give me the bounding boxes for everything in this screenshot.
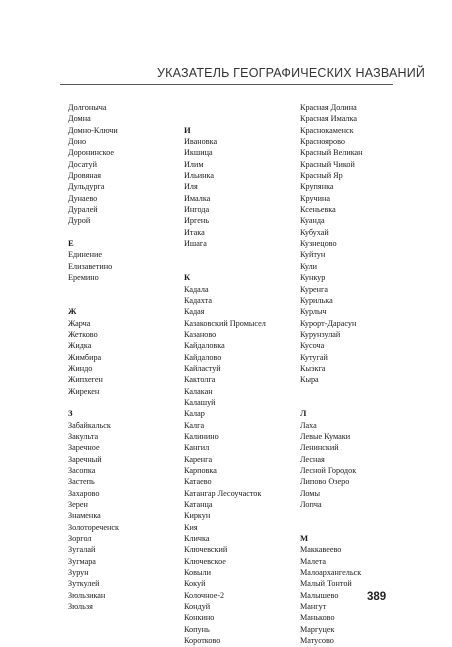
index-entry: Кусоча	[300, 341, 325, 351]
index-entry: Жирекен	[68, 386, 100, 396]
index-entry: Катангар Лесоучасток	[184, 488, 262, 498]
index-entry: Зугмара	[68, 556, 96, 566]
index-entry: Кубухай	[300, 227, 329, 237]
index-entry: Кокуй	[184, 579, 206, 589]
index-entry: Забайкальск	[68, 420, 111, 430]
index-entry: Казаковский Промысел	[184, 318, 266, 328]
section-letter: Ж	[68, 306, 77, 317]
index-entry: Куренга	[300, 284, 329, 294]
index-entry: Кайластуй	[184, 363, 221, 373]
index-entry: Илим	[184, 159, 204, 169]
index-entry: Куйтун	[300, 250, 326, 260]
header-rule	[60, 84, 393, 85]
index-entry: Дульдурга	[68, 182, 105, 192]
index-entry: Липово Озеро	[300, 477, 350, 487]
index-entry: Красный Чикой	[300, 159, 355, 169]
index-entry: Жидка	[68, 341, 92, 351]
index-column-2	[184, 102, 266, 647]
index-entry: Красный Великан	[300, 148, 363, 158]
index-entry: Зюльзикан	[68, 590, 106, 600]
index-entry: Иргень	[184, 216, 210, 226]
index-entry: Кузнецово	[300, 239, 337, 249]
index-entry: Кадая	[184, 307, 205, 317]
index-entry: Ключевский	[184, 545, 228, 555]
index-entry: Зерен	[68, 500, 88, 510]
index-entry: Малета	[300, 556, 327, 566]
index-entry: Жиндо	[68, 363, 93, 373]
spacer	[184, 261, 266, 272]
index-entry: Жетково	[68, 329, 98, 339]
index-entry: Ковыли	[184, 568, 211, 578]
spacer	[300, 510, 363, 521]
index-entry: Доно	[68, 137, 87, 147]
index-entry: Икшица	[184, 148, 213, 158]
index-entry: Жипхеген	[68, 375, 103, 385]
index-entry: Ксеньевка	[300, 205, 336, 215]
index-entry: Малый Тонтой	[300, 579, 352, 589]
index-entry: Кыра	[300, 375, 319, 385]
index-entry: Жарча	[68, 318, 91, 328]
index-entry: Курлыч	[300, 307, 327, 317]
running-header: УКАЗАТЕЛЬ ГЕОГРАФИЧЕСКИХ НАЗВАНИЙ	[157, 66, 426, 80]
index-column-1	[68, 102, 119, 612]
index-entry: Ингода	[184, 205, 210, 215]
index-entry: Красноярово	[300, 137, 345, 147]
index-entry: Курорт-Дарасун	[300, 318, 357, 328]
index-entry: Копунь	[184, 624, 210, 634]
spacer	[300, 522, 363, 533]
index-entry: Дурой	[68, 216, 91, 226]
index-entry: Дунаево	[68, 193, 98, 203]
index-entry: Лесная	[300, 454, 325, 464]
section-letter: Л	[300, 408, 307, 419]
index-entry: Ильинка	[184, 171, 214, 181]
spacer	[68, 295, 119, 306]
index-entry: Кункур	[300, 273, 326, 283]
index-entry: Калашуй	[184, 397, 216, 407]
index-entry: Курунзулай	[300, 329, 341, 339]
index-entry: Домна	[68, 114, 91, 124]
spacer	[184, 102, 266, 113]
index-entry: Казаново	[184, 329, 217, 339]
spacer	[300, 397, 363, 408]
spacer	[68, 284, 119, 295]
section-letter: З	[68, 408, 73, 419]
index-entry: Кангил	[184, 443, 210, 453]
index-entry: Знаменка	[68, 511, 101, 521]
index-entry: Единение	[68, 250, 102, 260]
spacer	[184, 249, 266, 260]
index-entry: Кыэкга	[300, 363, 326, 373]
index-entry: Маргуцек	[300, 624, 335, 634]
index-entry: Кондуй	[184, 602, 211, 612]
index-entry: Зуткулей	[68, 579, 100, 589]
index-entry: Кличка	[184, 534, 210, 544]
index-entry: Ишага	[184, 239, 207, 249]
spacer	[184, 113, 266, 124]
index-entry: Крупянка	[300, 182, 334, 192]
index-entry: Захарово	[68, 488, 100, 498]
index-entry: Зюльзя	[68, 602, 93, 612]
index-entry: Доронинское	[68, 148, 115, 158]
index-entry: Ивановка	[184, 137, 218, 147]
index-entry: Малоархангельск	[300, 568, 362, 578]
index-column-3	[300, 102, 363, 647]
index-entry: Коротково	[184, 636, 221, 646]
index-entry: Дуралей	[68, 205, 98, 215]
index-entry: Лопча	[300, 500, 322, 510]
section-letter: И	[184, 124, 191, 135]
index-entry: Кактолга	[184, 375, 216, 385]
index-entry: Красная Ималка	[300, 114, 357, 124]
index-entry: Маньково	[300, 613, 335, 623]
index-entry: Золотореченск	[68, 522, 119, 532]
index-entry: Малышево	[300, 590, 339, 600]
index-entry: Закульта	[68, 431, 99, 441]
index-entry: Кутугай	[300, 352, 328, 362]
index-entry: Кадахта	[184, 295, 212, 305]
spacer	[68, 227, 119, 238]
index-entry: Заречный	[68, 454, 102, 464]
index-entry: Дровяная	[68, 171, 102, 181]
index-entry: Кия	[184, 522, 198, 532]
index-entry: Ималка	[184, 193, 211, 203]
section-letter: К	[184, 272, 191, 283]
index-entry: Итака	[184, 227, 205, 237]
index-entry: Калинино	[184, 431, 219, 441]
page-number: 389	[367, 591, 387, 603]
index-entry: Засопка	[68, 466, 96, 475]
index-entry: Маккавеево	[300, 545, 342, 555]
index-entry: Колочное-2	[184, 590, 225, 600]
index-entry: Долгоныча	[68, 103, 107, 112]
index-entry: Красная Долина	[300, 103, 357, 112]
index-entry: Кули	[300, 261, 318, 271]
index-entry: Матусово	[300, 636, 334, 646]
index-entry: Калар	[184, 409, 205, 419]
index-entry: Красный Яр	[300, 171, 343, 181]
index-entry: Застепь	[68, 477, 95, 487]
index-entry: Кайдаловка	[184, 341, 225, 351]
index-entry: Катаево	[184, 477, 212, 487]
index-entry: Ключевское	[184, 556, 226, 566]
index-entry: Заречное	[68, 443, 100, 453]
index-entry: Кручина	[300, 193, 331, 203]
index-entry: Зурун	[68, 568, 89, 578]
index-entry: Жимбира	[68, 352, 102, 362]
index-entry: Ленинский	[300, 443, 339, 453]
spacer	[300, 386, 363, 397]
index-entry: Левые Кумаки	[300, 431, 351, 441]
index-entry: Иля	[184, 182, 198, 192]
index-entry: Курилька	[300, 295, 333, 305]
spacer	[68, 397, 119, 408]
index-entry: Ломы	[300, 488, 320, 498]
index-entry: Кайдалово	[184, 352, 222, 362]
index-entry: Лесной Городок	[300, 466, 357, 475]
index-entry: Катанца	[184, 500, 213, 510]
index-entry: Карповка	[184, 466, 217, 475]
section-letter: М	[300, 533, 309, 544]
index-entry: Досатуй	[68, 159, 97, 169]
index-entry: Елизаветино	[68, 261, 113, 271]
index-entry: Калга	[184, 420, 205, 430]
index-entry: Мангут	[300, 602, 327, 612]
index-entry: Зугалай	[68, 545, 96, 555]
index-entry: Зоргол	[68, 534, 92, 544]
index-entry: Конкино	[184, 613, 215, 623]
index-entry: Куанда	[300, 216, 325, 226]
index-entry: Каренга	[184, 454, 213, 464]
index-entry: Домно-Ключи	[68, 125, 118, 135]
index-entry: Киркун	[184, 511, 211, 521]
section-letter: Е	[68, 238, 74, 249]
index-entry: Еремино	[68, 273, 99, 283]
index-entry: Кадала	[184, 284, 209, 294]
index-entry: Калакан	[184, 386, 213, 396]
index-entry: Лаха	[300, 420, 317, 430]
index-entry: Краснокаменск	[300, 125, 354, 135]
